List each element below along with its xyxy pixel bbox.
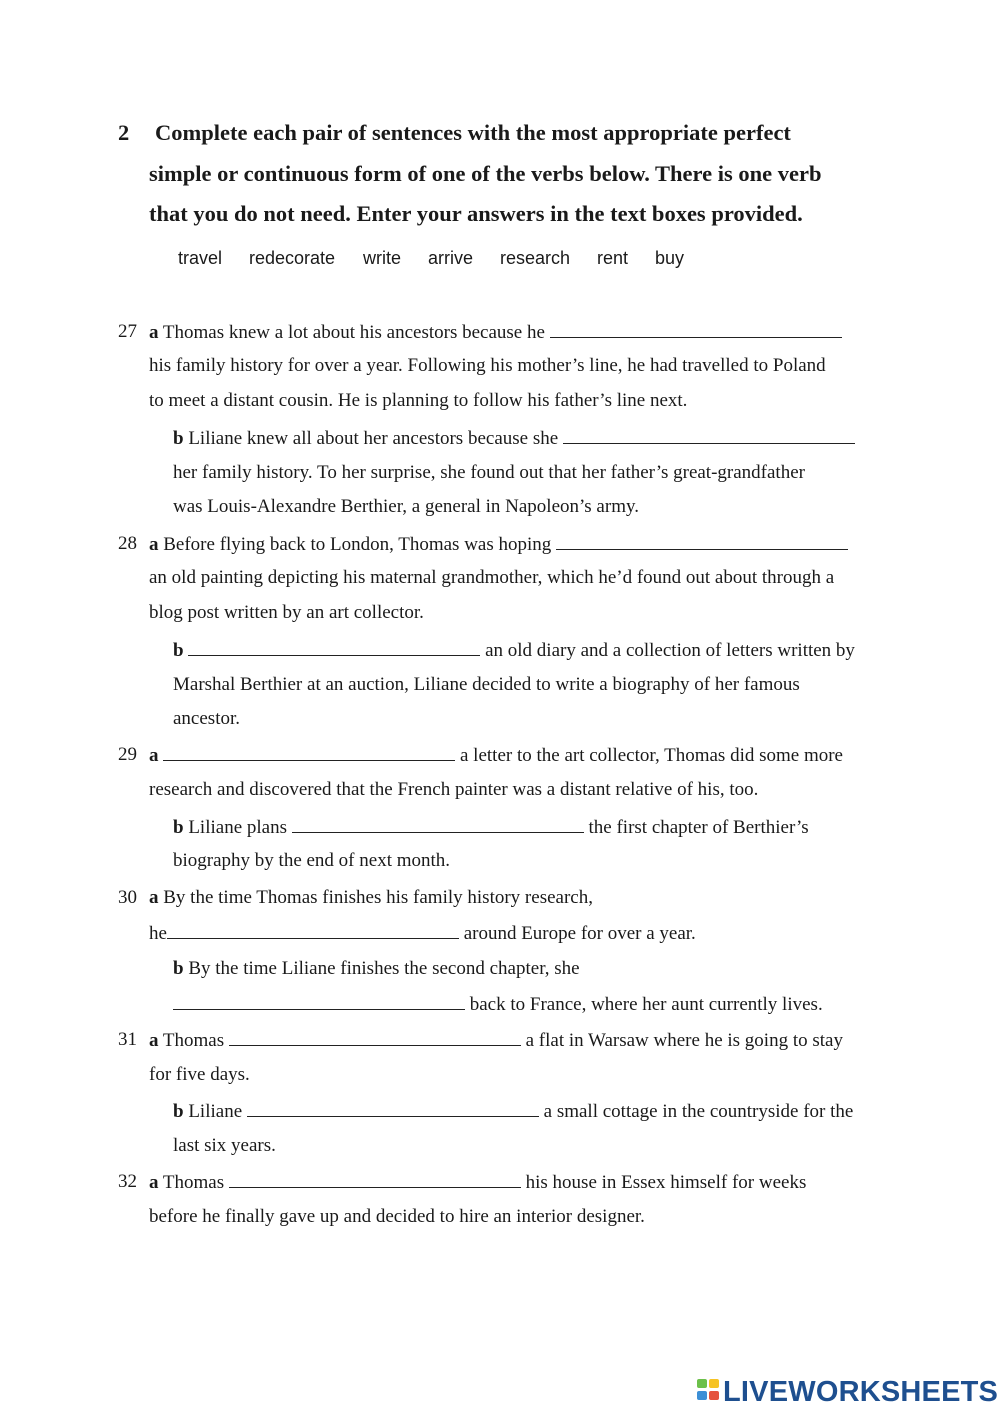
instruction-line: simple or continuous form of one of the verbs below. There is one verb [149, 161, 822, 186]
question-number: 30 [118, 887, 137, 908]
sentence-line [149, 886, 593, 910]
answer-blank[interactable] [173, 992, 465, 1010]
sentence-line: last six years. [173, 1135, 276, 1156]
part-label: a [149, 887, 159, 908]
sentence-text: Thomas [158, 1030, 229, 1051]
question-number: 28 [118, 533, 137, 554]
sentence-text: back to France, where her aunt currently lives. [465, 994, 823, 1015]
part-label: a [149, 534, 159, 555]
answer-blank[interactable] [550, 320, 842, 338]
sentence-line: blog post written by an art collector. [149, 602, 424, 623]
verb-item: redecorate [249, 248, 336, 268]
sentence-line: ancestor. [173, 708, 241, 729]
sentence-text: the first chapter of Berthier’s [583, 817, 809, 838]
sentence-line [149, 532, 848, 557]
sentence-text: a small cottage in the countryside for the [538, 1101, 854, 1122]
sentence-text: Liliane plans [183, 817, 292, 838]
sentence-line: his family history for over a year. Following his mother’s line, he had travelled to Poland [149, 355, 826, 376]
part-label: a [149, 745, 159, 766]
sentence-line [149, 1170, 806, 1195]
sentence-line [149, 1028, 843, 1053]
sentence-text: around Europe for over a year. [458, 923, 696, 944]
sentence-line [149, 320, 842, 345]
sentence-line: was Louis-Alexandre Berthier, a general in Napoleon’s army. [173, 496, 639, 517]
sentence-line [173, 957, 580, 981]
sentence-text: By the time Thomas finishes his family history research, [158, 887, 593, 908]
answer-blank[interactable] [229, 1028, 521, 1046]
question-number: 31 [118, 1029, 137, 1050]
verb-item: write [363, 248, 402, 268]
sentence-text: he [149, 923, 167, 944]
verb-item: buy [655, 248, 685, 268]
part-label: b [173, 640, 184, 661]
question-number: 27 [118, 321, 137, 342]
part-label: b [173, 1101, 184, 1122]
question-number: 29 [118, 744, 137, 765]
sentence-text: a flat in Warsaw where he is going to stay [520, 1030, 843, 1051]
sentence-line: for five days. [149, 1064, 250, 1085]
sentence-line: an old painting depicting his maternal grandmother, which he’d found out about through a [149, 567, 835, 588]
sentence-line: biography by the end of next month. [173, 850, 451, 871]
part-label: a [149, 322, 159, 343]
part-label: b [173, 817, 184, 838]
sentence-text: Liliane knew all about her ancestors because she [183, 428, 563, 449]
sentence-text: Thomas knew a lot about his ancestors because he [158, 322, 550, 343]
sentence-line [173, 992, 823, 1017]
verb-item: rent [597, 248, 629, 268]
logo-tiles-icon [697, 1377, 721, 1407]
sentence-line: Marshal Berthier at an auction, Liliane decided to write a biography of her famous [173, 674, 800, 695]
sentence-text: his house in Essex himself for weeks [520, 1172, 807, 1193]
verb-item: arrive [428, 248, 474, 268]
answer-blank[interactable] [556, 532, 848, 550]
verb-item: travel [178, 248, 223, 268]
liveworksheets-logo[interactable] [697, 1375, 998, 1409]
instruction-line: Complete each pair of sentences with the most appropriate perfect [155, 120, 791, 145]
exercise-number: 2 [118, 120, 130, 145]
verb-item: research [500, 248, 571, 268]
sentence-text: Thomas [158, 1172, 229, 1193]
question-number: 32 [118, 1171, 137, 1192]
answer-blank[interactable] [188, 638, 480, 656]
answer-blank[interactable] [292, 815, 584, 833]
sentence-line: to meet a distant cousin. He is planning to follow his father’s line next. [149, 390, 688, 411]
part-label: a [149, 1172, 159, 1193]
sentence-line [173, 1099, 853, 1124]
answer-blank[interactable] [563, 426, 855, 444]
sentence-line: before he finally gave up and decided to hire an interior designer. [149, 1206, 645, 1227]
sentence-text: By the time Liliane finishes the second chapter, she [183, 958, 580, 979]
sentence-text: an old diary and a collection of letters written by [480, 640, 855, 661]
sentence-line [149, 743, 843, 768]
sentence-text: Before flying back to London, Thomas was hoping [158, 534, 557, 555]
sentence-line [149, 921, 696, 946]
sentence-line [173, 426, 855, 451]
part-label: b [173, 428, 184, 449]
sentence-line [173, 638, 855, 663]
logo-text: LIVEWORKSHEETS [723, 1375, 999, 1408]
answer-blank[interactable] [247, 1099, 539, 1117]
answer-blank[interactable] [229, 1170, 521, 1188]
instruction-line: that you do not need. Enter your answers in the text boxes provided. [149, 201, 803, 226]
sentence-text: a letter to the art collector, Thomas did some more [455, 745, 843, 766]
part-label: b [173, 958, 184, 979]
sentence-line: her family history. To her surprise, she found out that her father’s great-grandfather [173, 462, 805, 483]
sentence-line [173, 815, 809, 840]
answer-blank[interactable] [167, 921, 459, 939]
sentence-line: research and discovered that the French painter was a distant relative of his, too. [149, 779, 759, 800]
answer-blank[interactable] [163, 743, 455, 761]
part-label: a [149, 1030, 159, 1051]
sentence-text: Liliane [183, 1101, 247, 1122]
